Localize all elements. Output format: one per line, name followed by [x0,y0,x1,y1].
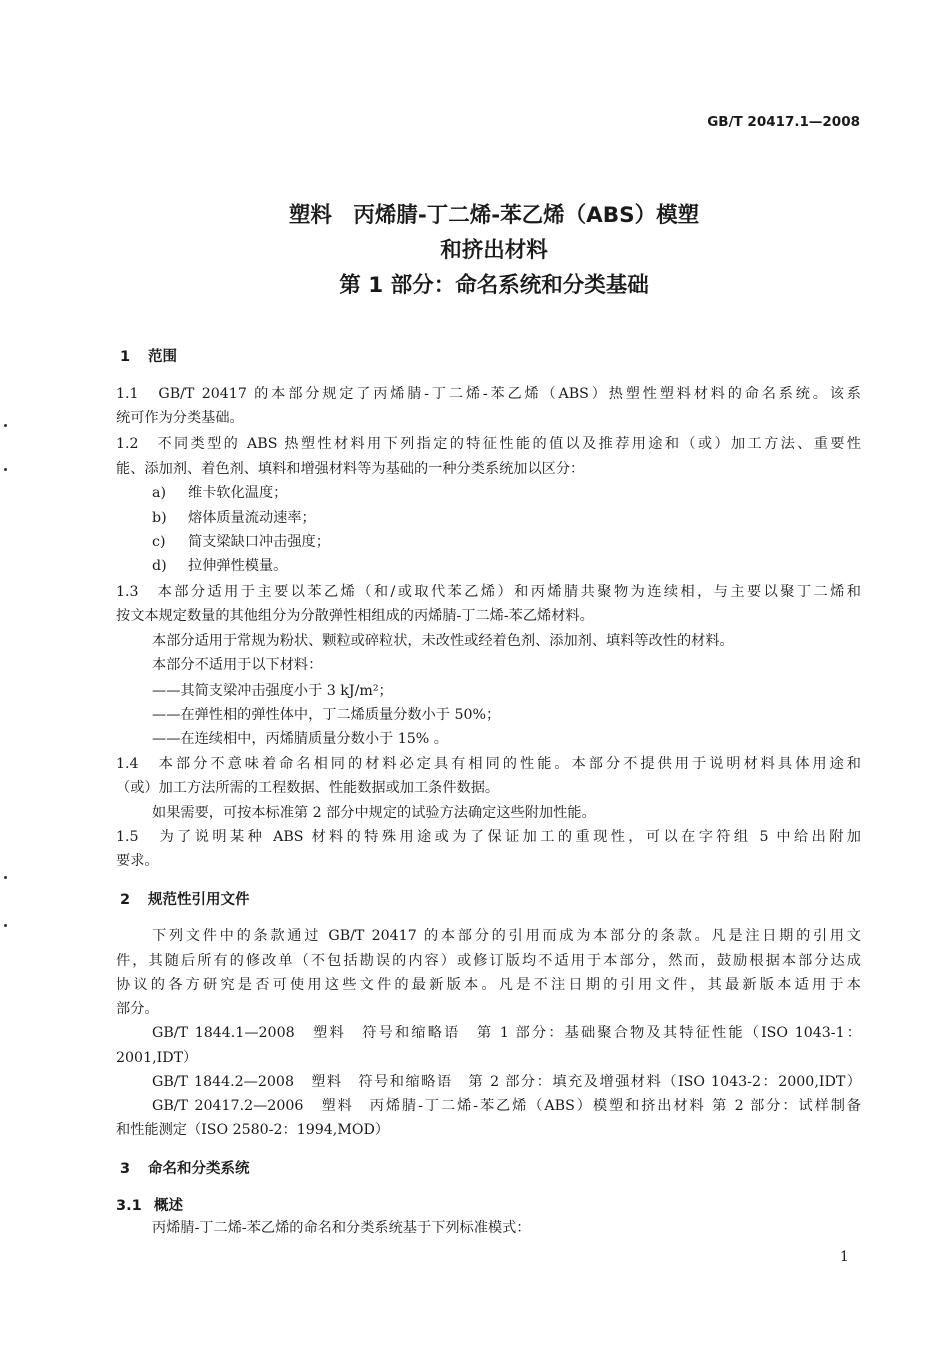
normative-intro-line-3: 协议的各方研究是否可使用这些文件的最新版本。凡是不注日期的引用文件，其最新版本适用于本 [116,977,861,993]
normative-intro-line-1: 下列文件中的条款通过 GB/T 20417 的本部分的引用而成为本部分的条款。凡是注日期的引用文 [152,928,861,944]
clause-1-3-line-3: 本部分适用于常规为粉状、颗粒或碎粒状，未改性或经着色剂、添加剂、填料等改性的材料。 [152,633,734,649]
clause-1-2-line-1: 1.2 不同类型的 ABS 热塑性材料用下列指定的特征性能的值以及推荐用途和（或）加工方法、重要性 [116,436,861,452]
clause-1-5-line-2: 要求。 [116,853,159,869]
subsection-3-1-number: 3.1 [116,1198,142,1214]
reference-2: GB/T 1844.2—2008 塑料 符号和缩略语 第 2 部分：填充及增强材料（ISO 1043-2：2000,IDT） [152,1074,861,1090]
scan-mark [4,424,7,427]
clause-1-4-line-2: （或）加工方法所需的工程数据、性能数据或加工条件数据。 [116,780,500,796]
standard-code-header: GB/T 20417.1—2008 [707,114,860,130]
section-3-title: 命名和分类系统 [148,1161,250,1177]
reference-1-line-2: 2001,IDT） [116,1050,198,1066]
exclusion-dash-1: ——其简支梁冲击强度小于 3 kJ/m²； [152,683,393,699]
section-1-number: 1 [120,349,131,365]
list-item-d-text: 拉伸弹性模量。 [188,558,288,574]
page-number: 1 [840,1249,849,1265]
list-item-a [152,482,287,502]
clause-1-2-line-2: 能、添加剂、着色剂、填料和增强材料等为基础的一种分类系统加以区分： [116,461,585,477]
list-item-b-label: b) [152,510,167,526]
scan-mark [4,468,7,471]
reference-3-line-2: 和性能测定（ISO 2580-2：1994,MOD） [116,1122,390,1138]
reference-1-line-1: GB/T 1844.1—2008 塑料 符号和缩略语 第 1 部分：基础聚合物及其特征性能（ISO 1043-1： [152,1025,861,1041]
section-2-number: 2 [120,892,131,908]
document-title-line-1: 塑料 丙烯腈-丁二烯-苯乙烯（ABS）模塑 [288,203,700,228]
clause-1-3-line-4: 本部分不适用于以下材料： [152,657,323,673]
clause-1-1-line-1: 1.1 GB/T 20417 的本部分规定了丙烯腈-丁二烯-苯乙烯（ABS）热塑性塑料材料的命名系统。该系 [116,386,861,402]
list-item-c [152,531,330,551]
list-item-b-text: 熔体质量流动速率； [188,510,316,526]
list-item-a-label: a) [152,485,166,501]
clause-1-4-line-3: 如果需要，可按本标准第 2 部分中规定的试验方法确定这些附加性能。 [152,805,596,821]
clause-1-4-line-1: 1.4 本部分不意味着命名相同的材料必定具有相同的性能。本部分不提供用于说明材料具体用途和 [116,756,861,772]
normative-intro-line-4: 部分。 [116,1001,159,1017]
section-2-heading [120,888,250,909]
section-1-title: 范围 [148,349,177,365]
subsection-3-1-title: 概述 [154,1198,183,1214]
list-item-d-label: d) [152,558,167,574]
overview-paragraph: 丙烯腈-丁二烯-苯乙烯的命名和分类系统基于下列标准模式： [152,1220,531,1236]
clause-1-3-line-2: 按文本规定数量的其他组分为分散弹性相组成的丙烯腈-丁二烯-苯乙烯材料。 [116,608,594,624]
exclusion-dash-3: ——在连续相中，丙烯腈质量分数小于 15% 。 [152,731,448,747]
scan-mark [4,924,7,927]
section-3-number: 3 [120,1161,131,1177]
section-2-title: 规范性引用文件 [148,892,250,908]
exclusion-dash-2: ——在弹性相的弹性体中，丁二烯质量分数小于 50%； [152,707,501,723]
subsection-3-1-heading [116,1194,183,1215]
list-item-a-text: 维卡软化温度； [188,485,288,501]
list-item-c-text: 简支梁缺口冲击强度； [188,534,330,550]
document-title-line-3: 第 1 部分：命名系统和分类基础 [339,273,649,298]
reference-3-line-1: GB/T 20417.2—2006 塑料 丙烯腈-丁二烯-苯乙烯（ABS）模塑和挤出材料 第 2 部分：试样制备 [152,1098,861,1114]
list-item-b [152,507,316,527]
section-1-heading [120,345,177,366]
document-title-line-2: 和挤出材料 [440,238,548,263]
clause-1-1-line-2: 统可作为分类基础。 [116,410,244,426]
list-item-c-label: c) [152,534,166,550]
clause-1-5-line-1: 1.5 为了说明某种 ABS 材料的特殊用途或为了保证加工的重现性，可以在字符组 5 中给出附加 [116,829,861,845]
scan-mark [4,876,7,879]
list-item-d [152,555,287,575]
normative-intro-line-2: 件，其随后所有的修改单（不包括勘误的内容）或修订版均不适用于本部分，然而，鼓励根据本部分达成 [116,953,861,969]
clause-1-3-line-1: 1.3 本部分适用于主要以苯乙烯（和/或取代苯乙烯）和丙烯腈共聚物为连续相，与主要以聚丁二烯和 [116,584,861,600]
section-3-heading [120,1157,250,1178]
